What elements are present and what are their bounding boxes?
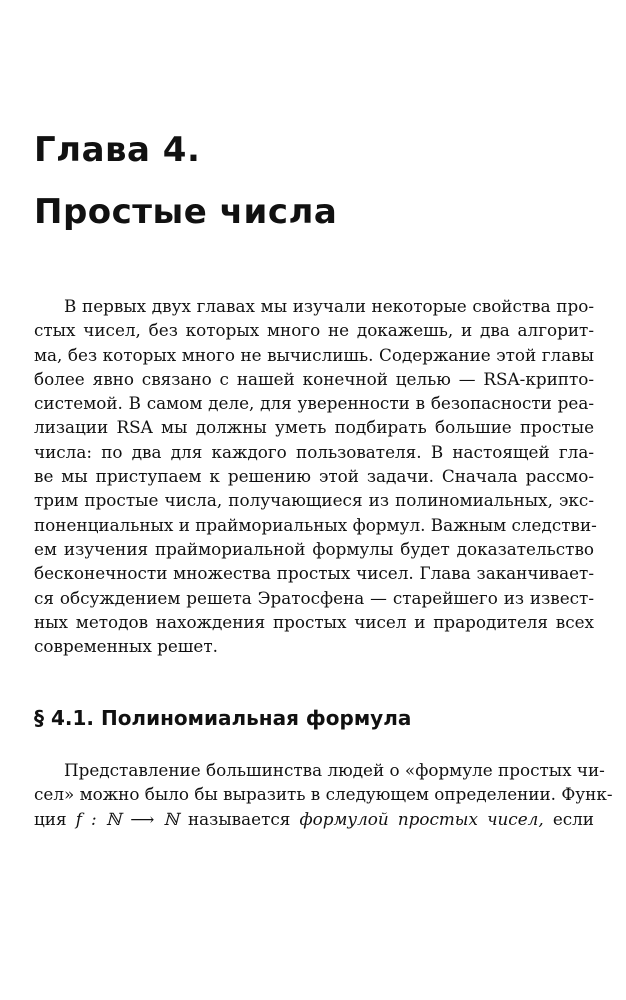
text-line: В первых двух главах мы изучали некоторые свойства про- <box>64 296 594 316</box>
word-fragment: называется <box>187 808 291 829</box>
text-line: ся обсуждением решета Эратосфена — старейшего из извест- <box>34 587 594 608</box>
text-line: трим простые числа, получающиеся из полиномиальных, экс- <box>34 490 594 511</box>
text-line: сел» можно было бы выразить в следующем определении. Функ- <box>34 784 613 805</box>
word-fragment: если <box>552 808 594 829</box>
section-paragraph <box>34 758 613 831</box>
word-fragment: ция <box>34 808 67 829</box>
text-line-with-formula <box>34 807 594 831</box>
chapter-title: Простые числа <box>34 192 338 232</box>
intro-paragraph <box>34 294 597 658</box>
text-line: Представление большинства людей о «формуле простых чи- <box>64 760 605 780</box>
text-line: числа: по два для каждого пользователя. В настоящей гла- <box>34 441 594 462</box>
text-line: стых чисел, без которых много не докажешь, и два алгорит- <box>34 320 594 341</box>
text-line: системой. В самом деле, для уверенности в безопасности реа- <box>34 393 594 414</box>
text-line: бесконечности множества простых чисел. Глава заканчивает- <box>34 563 594 584</box>
chapter-number: Глава 4. <box>34 130 201 170</box>
text-line: поненциальных и праймориальных формул. Важным следстви- <box>34 514 597 535</box>
section-heading: § 4.1. Полиномиальная формула <box>34 706 412 730</box>
text-line: ма, без которых много не вычислишь. Содержание этой главы <box>34 344 594 365</box>
text-line: ве мы приступаем к решению этой задачи. Сначала рассмо- <box>34 466 594 487</box>
text-line: ных методов нахождения простых чисел и прародителя всех <box>34 611 594 632</box>
text-line: лизации RSA мы должны уметь подбирать большие простые <box>34 417 594 438</box>
text-line: современных решет. <box>34 636 218 657</box>
text-line: более явно связано с нашей конечной целью — RSA-крипто- <box>34 368 594 389</box>
text-line: ем изучения праймориальной формулы будет доказательство <box>34 538 594 559</box>
math-formula: f : ℕ ⟶ ℕ <box>75 808 179 829</box>
defined-term: формулой простых чисел, <box>299 808 544 829</box>
